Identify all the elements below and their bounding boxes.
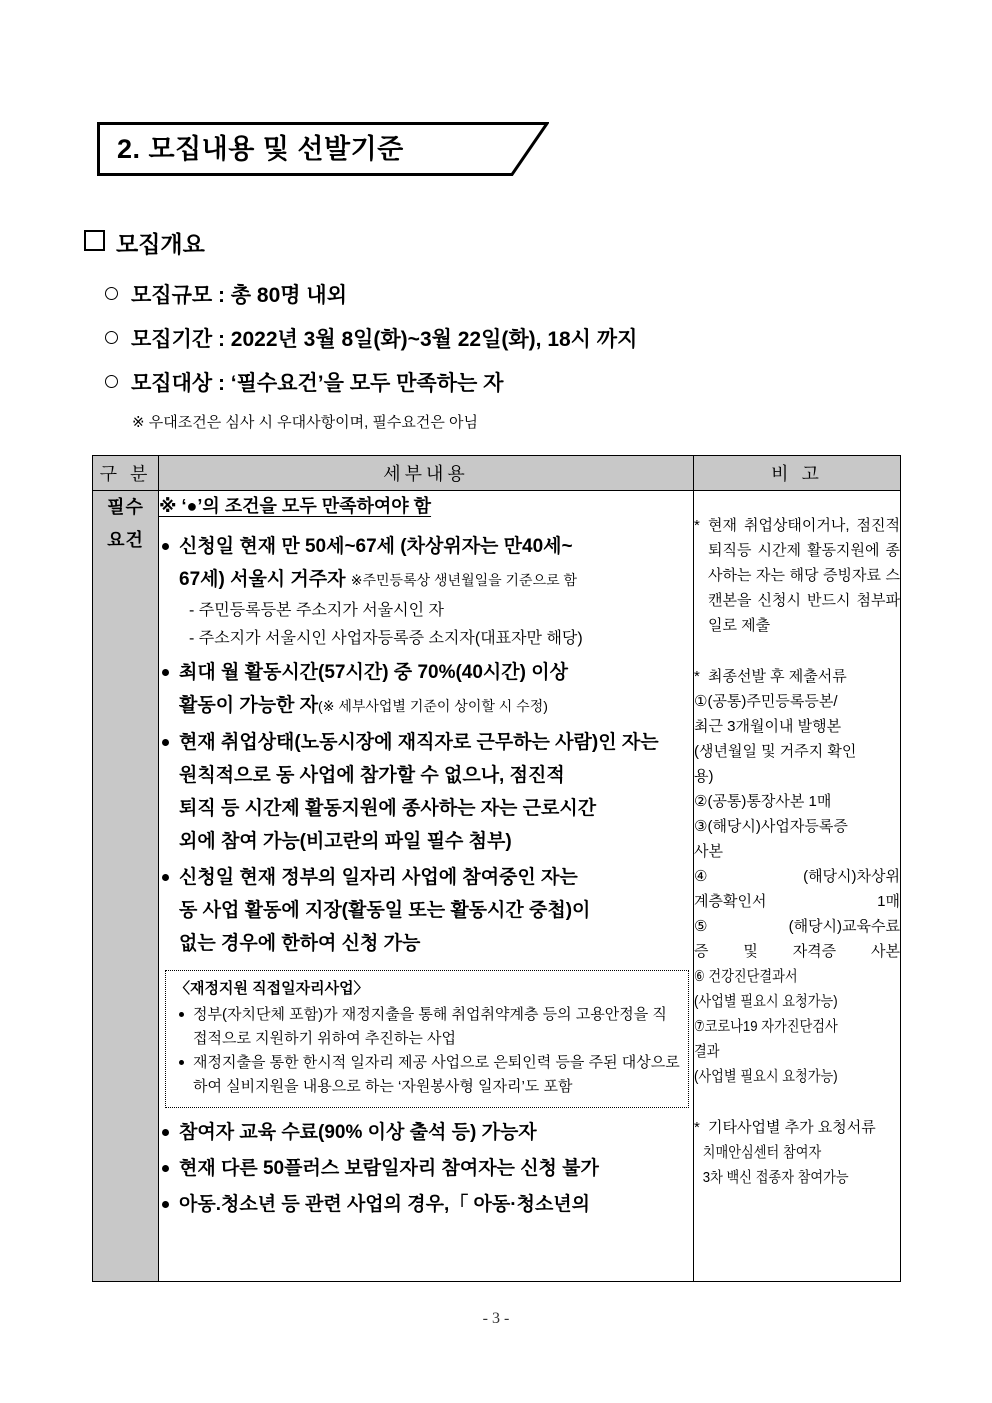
bigo-doc-line: 사본: [694, 843, 723, 860]
asterisk-icon: *: [694, 1119, 700, 1136]
bullet-dot-icon: [179, 1012, 184, 1017]
bigo-doc-line: 결과: [694, 1043, 720, 1060]
requirements-table: [92, 455, 901, 1282]
gubun-line-2: 요건: [107, 530, 144, 550]
bigo-doc-line: (사업별 필요시 요청가능): [694, 1068, 838, 1085]
spacer: [694, 642, 900, 664]
bullet-line: 퇴직 등 시간제 활동지원에 종사하는 자는 근로시간: [179, 798, 597, 819]
circle-bullet-icon: [105, 375, 118, 388]
inner-box-title: 〈재정지원 직접일자리사업〉: [175, 980, 369, 997]
bullet-line: 신청일 현재 만 50세~67세 (차상위자는 만40세~: [179, 536, 573, 557]
bigo-group-final-documents: [694, 664, 900, 1089]
column-header-gubun: 구 분: [93, 456, 159, 491]
bigo-doc-line: ⑤ (해당시)교육수료: [694, 918, 900, 935]
inner-box-bullet-text: 정부(자치단체 포함)가 재정지출을 통해 취업취약계층 등의 고용안정을 직접적으로 지원하기 위하여 추진하는 사업: [193, 1006, 667, 1047]
inner-definition-box: [165, 970, 689, 1108]
bullet-line: 현재 취업상태(노동시장에 재직자로 근무하는 사람)인 자는: [179, 732, 659, 753]
spacer: [694, 491, 900, 513]
bullet-line: 원칙적으로 동 사업에 참가할 수 없으나, 점진적: [179, 765, 565, 786]
bigo-doc-line: ①(공통)주민등록등본/: [694, 693, 838, 710]
bullet-dot-icon: [162, 669, 169, 676]
bullet-annotation: ※주민등록상 생년월일을 기준으로 함: [350, 572, 578, 588]
bigo-heading-text: 최종선발 후 제출서류: [708, 668, 847, 685]
page-footer: - 3 -: [482, 1310, 510, 1327]
bigo-doc-line: (생년월일 및 거주지 확인: [694, 743, 857, 760]
detail-bullet-training: [159, 1116, 693, 1149]
bigo-doc-line: 증 및 자격증 사본: [694, 943, 900, 960]
bullet-line: 67세) 서울시 거주자: [179, 569, 346, 590]
bullet-line: 현재 다른 50플러스 보람일자리 참여자는 신청 불가: [179, 1158, 599, 1179]
bullet-line: 동 사업 활동에 지장(활동일 또는 활동시간 중첩)이: [179, 900, 591, 921]
bullet-annotation: (※ 세부사업별 기준이 상이할 시 수정): [318, 698, 548, 714]
inner-box-bullet: [175, 1051, 680, 1099]
bullet-line: 아동.청소년 등 관련 사업의 경우,「 아동·청소년의: [179, 1194, 591, 1215]
bullet-dot-icon: [179, 1060, 184, 1065]
detail-bullet-age: [159, 530, 693, 597]
bigo-doc-line: ⑥ 건강진단결과서: [694, 968, 798, 985]
bullet-line: 최대 월 활동시간(57시간) 중 70%(40시간) 이상: [179, 662, 568, 683]
detail-bullet-hours: [159, 656, 693, 723]
detail-bullet-youth: [159, 1188, 693, 1221]
bigo-note: [694, 513, 900, 638]
section-banner: [97, 122, 549, 176]
cell-bigo: [694, 491, 901, 1282]
bigo-heading: [694, 1115, 900, 1140]
cell-gubun: [93, 491, 159, 1282]
circle-bullet-icon: [105, 331, 118, 344]
bullet-line-wrap: [179, 563, 693, 597]
overview-item-label: 모집대상 : ‘필수요건’을 모두 만족하는 자: [131, 372, 504, 395]
asterisk-icon: *: [694, 668, 700, 685]
bullet-line: 활동이 가능한 자: [179, 695, 319, 716]
section-title: 2. 모집내용 및 선발기준: [117, 134, 404, 164]
bullet-line: 참여자 교육 수료(90% 이상 출석 등) 가능자: [179, 1122, 537, 1143]
overview-item-label: 모집규모 : 총 80명 내외: [131, 284, 347, 307]
circle-bullet-icon: [105, 287, 118, 300]
overview-item-label: 모집기간 : 2022년 3월 8일(화)~3월 22일(화), 18시 까지: [131, 328, 638, 351]
spacer: [694, 1093, 900, 1115]
detail-subline: - 주소지가 서울시인 사업자등록증 소지자(대표자만 해당): [189, 630, 583, 647]
bullet-line: 신청일 현재 정부의 일자리 사업에 참여중인 자는: [179, 867, 578, 888]
overview-heading-label: 모집개요: [116, 231, 205, 257]
bullet-dot-icon: [162, 543, 169, 550]
gubun-line-1: 필수: [107, 497, 144, 517]
bigo-extra-line: 3차 백신 접종자 참여가능: [702, 1169, 849, 1186]
bullet-dot-icon: [162, 1201, 169, 1208]
overview-item-target: [84, 362, 914, 406]
bullet-dot-icon: [162, 739, 169, 746]
bigo-doc-line: ④ (해당시)차상위: [694, 868, 900, 885]
detail-bullet-employment: [159, 726, 693, 858]
bigo-extra-line: 치매안심센터 참여자: [702, 1144, 822, 1161]
inner-box-bullet: [175, 1003, 680, 1051]
table-row: [93, 491, 901, 1282]
column-header-bigo: 비 고: [694, 456, 901, 491]
detail-note: ※ ‘●’의 조건을 모두 만족하여야 함: [159, 496, 432, 516]
bigo-doc-line: 계층확인서 1매: [694, 893, 900, 910]
bigo-heading-text: 기타사업별 추가 요청서류: [708, 1119, 876, 1136]
bullet-line: 외에 참여 가능(비고란의 파일 필수 첨부): [179, 831, 512, 852]
overview-block: [84, 228, 914, 436]
overview-note: ※ 우대조건은 심사 시 우대사항이며, 필수요건은 아님: [132, 414, 479, 431]
cell-detail: [159, 491, 694, 1282]
bigo-heading: [694, 664, 900, 689]
bigo-doc-line: 최근 3개월이내 발행본: [694, 718, 842, 735]
bullet-line-wrap: [179, 689, 693, 723]
inner-box-bullet-text: 재정지출을 통한 한시적 일자리 제공 사업으로 은퇴인력 등을 주된 대상으로 하여 실비지원을 내용으로 하는 ‘자원봉사형 일자리’도 포함: [193, 1054, 680, 1095]
detail-note-wrap: [159, 491, 693, 527]
bigo-note-text: 현재 취업상태이거나, 점진적 퇴직등 시간제 활동지원에 종사하는 자는 해당 증빙자료 스캔본을 신청시 반드시 첨부파일로 제출: [708, 517, 900, 634]
bullet-dot-icon: [162, 1165, 169, 1172]
bullet-dot-icon: [162, 1129, 169, 1136]
bigo-doc-line: 용): [694, 768, 714, 785]
bigo-group-extra-documents: [694, 1115, 900, 1190]
bigo-group-employment-proof: [694, 513, 900, 638]
bigo-doc-line: ⑦코로나19 자가진단검사: [694, 1018, 838, 1035]
overview-item-scale: [84, 274, 914, 318]
table-header-row: [93, 456, 901, 491]
square-bullet-icon: [84, 230, 105, 251]
bigo-doc-line: ②(공통)통장사본 1매: [694, 793, 832, 810]
column-header-detail: 세부내용: [159, 456, 694, 491]
detail-bullet-duplicate: [159, 1152, 693, 1185]
bullet-dot-icon: [162, 874, 169, 881]
overview-item-period: [84, 318, 914, 362]
overview-heading: [84, 228, 914, 260]
detail-subline: - 주민등록등본 주소지가 서울시인 자: [189, 602, 444, 619]
bigo-doc-line: ③(해당시)사업자등록증: [694, 818, 848, 835]
detail-bullet-govjob: [159, 861, 693, 960]
bigo-doc-line: (사업별 필요시 요청가능): [694, 993, 838, 1010]
bullet-line: 없는 경우에 한하여 신청 가능: [179, 933, 421, 954]
asterisk-icon: *: [694, 517, 700, 534]
